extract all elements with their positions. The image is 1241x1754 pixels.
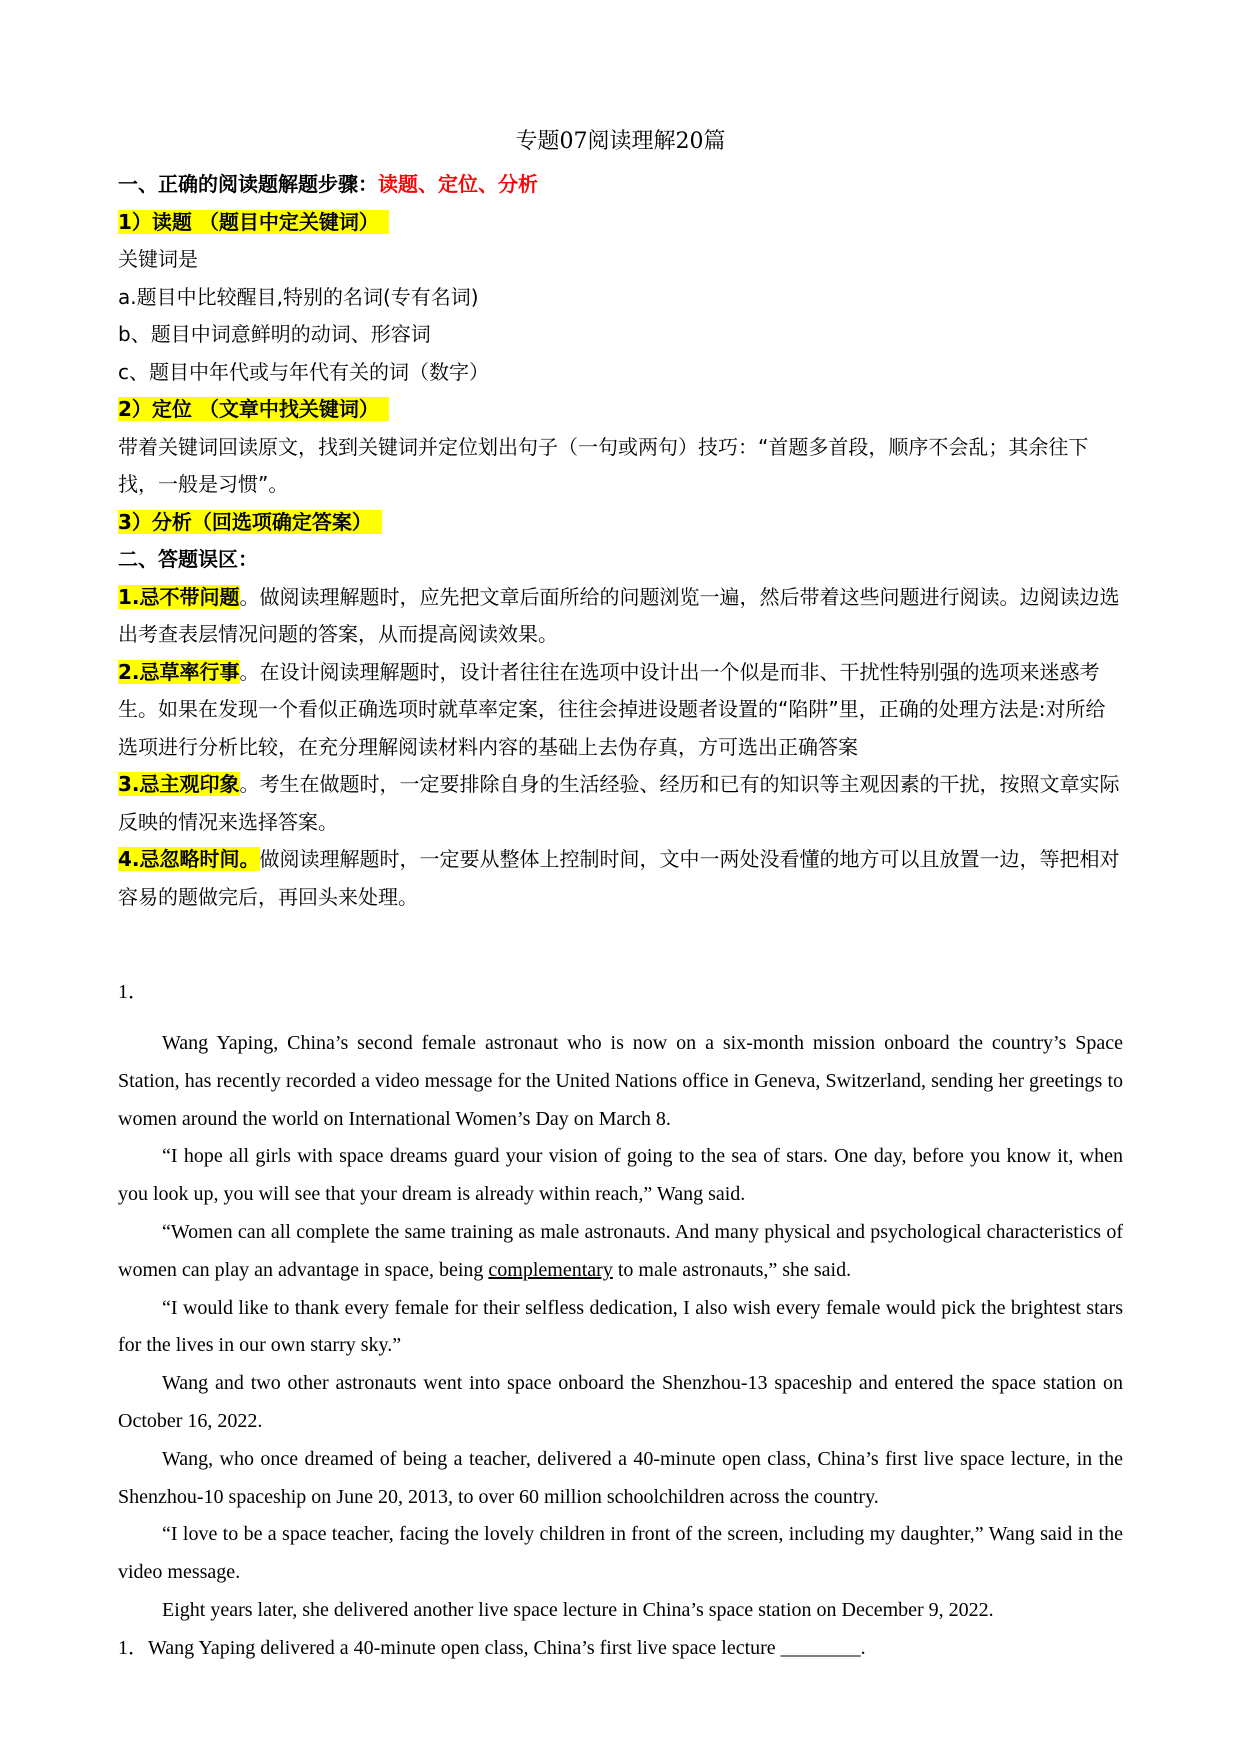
section1-heading-black: 一、正确的阅读题解题步骤： — [118, 172, 378, 196]
section1-heading-red: 读题、定位、分析 — [378, 172, 538, 196]
spacer — [118, 916, 1123, 973]
pitfall-3 — [118, 766, 1123, 841]
pitfall-4-label: 4.忌忽略时间。 — [118, 847, 260, 871]
step3-label: 3）分析（回选项确定答案） — [118, 510, 382, 534]
step1-intro: 关键词是 — [118, 247, 198, 271]
passage-paragraph-4: “I would like to thank every female for their selfless dedication, I also wish every female would pick the brightest stars for the lives in our own starry sky.” — [118, 1296, 1123, 1357]
passage-paragraph-8: Eight years later, she delivered another live space lecture in China’s space station on December 9, 2022. — [162, 1598, 994, 1621]
pitfall-1 — [118, 579, 1123, 654]
passage-number: 1． — [118, 981, 148, 1003]
page-title: 专题07阅读理解20篇 — [515, 129, 726, 154]
pitfall-2-label: 2.忌草率行事 — [118, 659, 240, 684]
step1-item-b: b、题目中词意鲜明的动词、形容词 — [118, 322, 431, 346]
step1-label-row — [118, 204, 1123, 242]
step2-text: 带着关键词回读原文，找到关键词并定位划出句子（一句或两句）技巧：“首题多首段，顺序不会乱；其余往下找，一般是习惯”。 — [118, 434, 1089, 496]
passage-paragraph-6: Wang, who once dreamed of being a teacher, delivered a 40-minute open class, China’s first live space lecture, in the Shenzhou-10 spaceship on June 20, 2013, to over 60 million schoolchildren across the country. — [118, 1447, 1123, 1508]
section1-heading — [118, 166, 1123, 204]
pitfall-4-text: 做阅读理解题时，一定要从整体上控制时间，文中一两处没看懂的地方可以且放置一边，等把相对容易的题做完后，再回头来处理。 — [118, 847, 1120, 909]
step1-item-c: c、题目中年代或与年代有关的词（数字） — [118, 359, 489, 384]
step2-label: 2）定位 （文章中找关键词） — [118, 397, 389, 421]
underlined-word: complementary — [488, 1258, 613, 1281]
pitfall-3-text: 。考生在做题时，一定要排除自身的生活经验、经历和已有的知识等主观因素的干扰，按照文章实际反映的情况来选择答案。 — [118, 772, 1120, 834]
step2-label-row — [118, 391, 1123, 429]
step3-label-row — [118, 504, 1123, 542]
question-1: 1．Wang Yaping delivered a 40-minute open class, China’s first live space lecture ________. — [118, 1636, 866, 1659]
pitfall-1-label: 1.忌不带问题 — [118, 584, 240, 609]
passage-paragraph-5: Wang and two other astronauts went into space onboard the Shenzhou-13 spaceship and entered the space station on October 16, 2022. — [118, 1372, 1123, 1432]
p3-before: “Women can all complete the same training as male astronauts. And many physical and psychological characteristics of women can play an advantage in space, being — [118, 1220, 1123, 1281]
p3-after: to male astronauts,” she said. — [612, 1258, 852, 1281]
passage-paragraph-3 — [118, 1214, 1123, 1290]
passage-paragraph-7: “I love to be a space teacher, facing the lovely children in front of the screen, including my daughter,” Wang said in the video message. — [118, 1523, 1123, 1584]
section2-heading: 二、答题误区： — [118, 547, 258, 571]
pitfall-2-text: 。在设计阅读理解题时，设计者往往在选项中设计出一个似是而非、干扰性特别强的选项来迷惑考生。如果在发现一个看似正确选项时就草率定案，往往会掉进设题者设置的“陷阱”里，正确的处理方法是:对所给选项进行分析比较，在充分理解阅读材料内容的基础上去伪存真，方可选出正确答案 — [118, 659, 1106, 759]
pitfall-1-text: 。做阅读理解题时，应先把文章后面所给的问题浏览一遍，然后带着这些问题进行阅读。边阅读边选出考查表层情况问题的答案，从而提高阅读效果。 — [118, 584, 1120, 646]
pitfall-4 — [118, 841, 1123, 916]
pitfall-2 — [118, 654, 1123, 767]
step1-label: 1）读题 （题目中定关键词） — [118, 210, 389, 234]
passage-paragraph-2: “I hope all girls with space dreams guard your vision of going to the sea of stars. One day, before you know it, when you look up, you will see that your dream is already within reach,” Wang said. — [118, 1145, 1123, 1206]
pitfall-3-label: 3.忌主观印象 — [118, 772, 240, 796]
step1-item-a: a.题目中比较醒目,特别的名词(专有名词) — [118, 284, 479, 309]
passage-paragraph-1: Wang Yaping, China’s second female astronaut who is now on a six-month mission onboard the country’s Space Station, has recently recorded a video message for the United Nations office in Geneva, Switzerland, sending her greetings to women around the world on International Women’s Day on March 8. — [118, 1032, 1123, 1130]
